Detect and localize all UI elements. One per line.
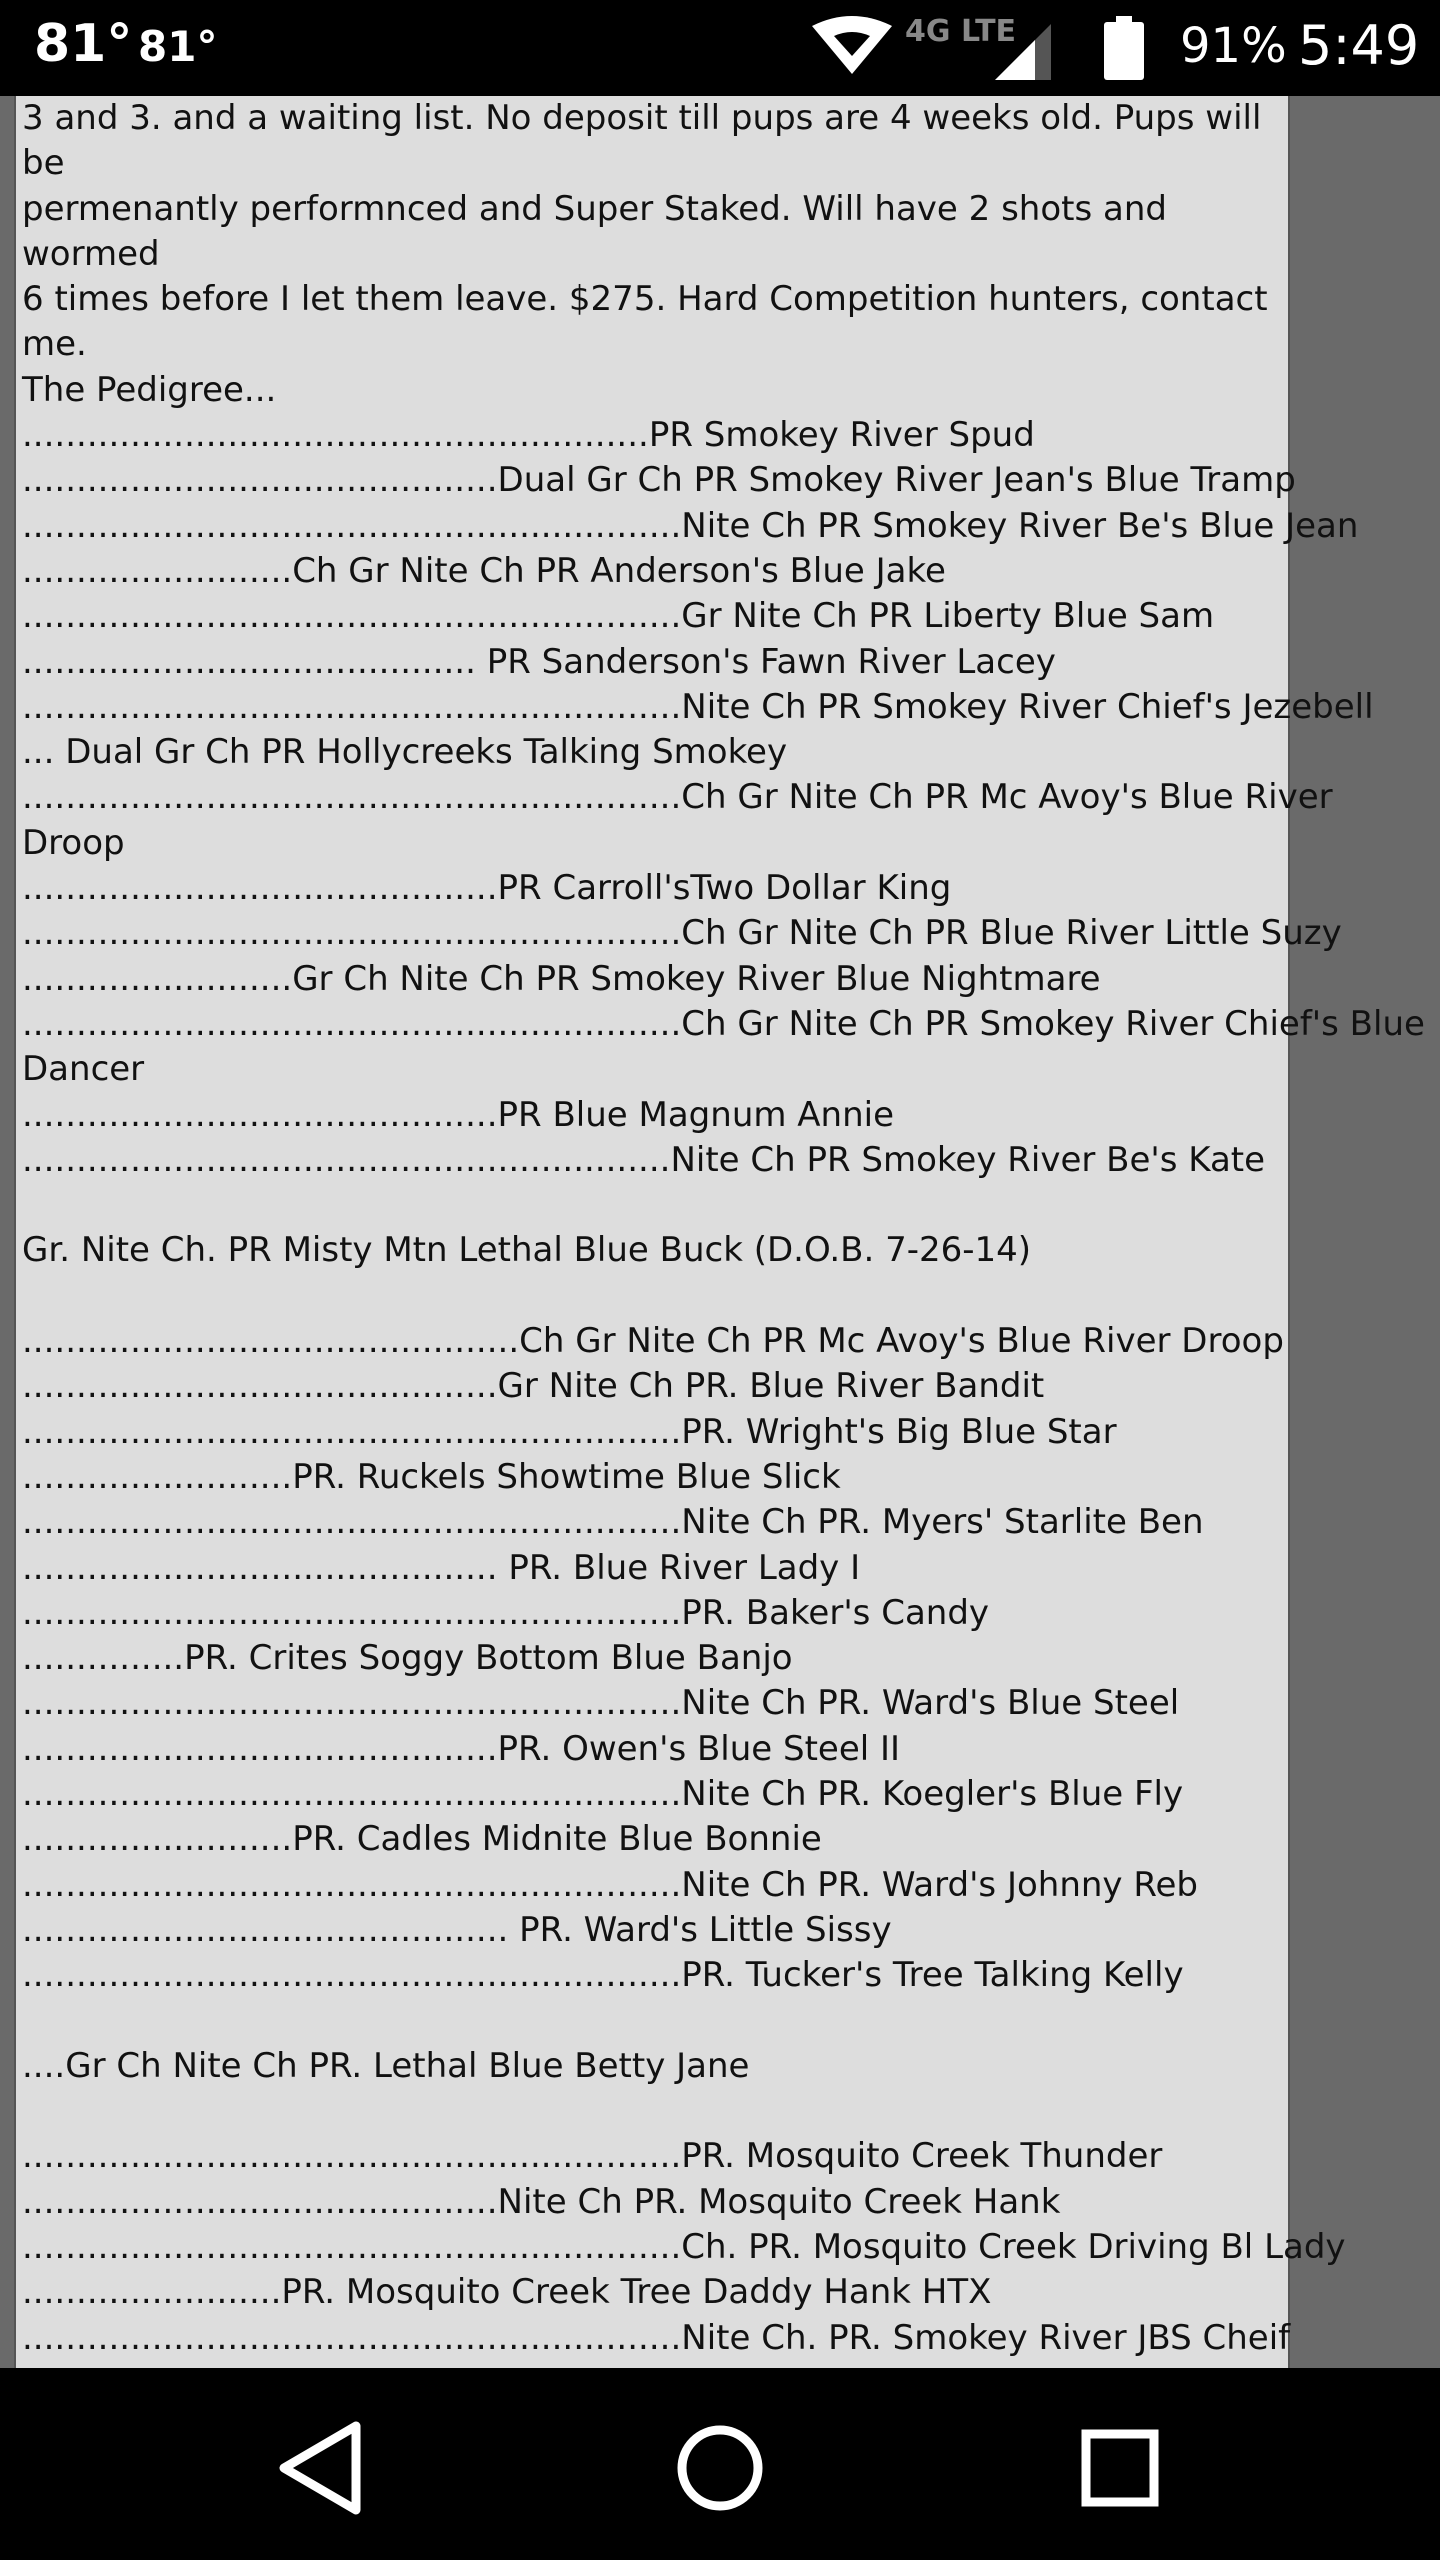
pedigree-line: ............................................Gr Nite Ch PR. Blue River Bandit bbox=[22, 1366, 1045, 1407]
pedigree-line: .........................Gr Ch Nite Ch PR Smokey River Blue Nightmare bbox=[22, 958, 1101, 999]
battery-icon bbox=[1104, 16, 1144, 80]
pedigree-line: .............................................................Gr Nite Ch PR Liberty Blue Sam bbox=[22, 596, 1215, 637]
post-body bbox=[22, 96, 1425, 2451]
intro-line: me. bbox=[22, 324, 87, 365]
pedigree-line: .............................................................PR. Mosquito Creek Thunder bbox=[22, 2136, 1163, 2177]
pedigree-line: .............................................................Nite Ch PR. Myers' Starlite Ben bbox=[22, 1502, 1204, 1543]
battery-percent: 91% bbox=[1180, 18, 1287, 74]
blank-line bbox=[22, 1183, 1282, 1228]
pedigree-line: ........................PR. Mosquito Creek Tree Daddy Hank HTX bbox=[22, 2272, 992, 2313]
pedigree-line: .............................................................PR. Baker's Candy bbox=[22, 1592, 990, 1633]
pedigree-line: .........................PR. Cadles Midnite Blue Bonnie bbox=[22, 1819, 822, 1860]
weather-temp-secondary: 81° bbox=[138, 22, 218, 71]
intro-text bbox=[22, 96, 1282, 413]
intro-line: 6 times before I let them leave. $275. Hard Competition hunters, contact bbox=[22, 279, 1268, 320]
weather-temp: 81° bbox=[34, 14, 133, 74]
wifi-icon bbox=[812, 16, 892, 76]
pedigree-line: .............................................................Nite Ch PR. Ward's Blue Steel bbox=[22, 1683, 1180, 1724]
pedigree-line: ..............................................Ch Gr Nite Ch PR Mc Avoy's Blue River Droop bbox=[22, 1321, 1284, 1362]
pedigree-line: ............................................PR Blue Magnum Annie bbox=[22, 1094, 895, 1135]
pedigree-line: ............................................................Nite Ch PR Smokey River Be's Kate bbox=[22, 1139, 1266, 1180]
pedigree-line: .............................................................Ch Gr Nite Ch PR Blue River Little Suzy bbox=[22, 913, 1342, 954]
forum-post-panel bbox=[14, 96, 1425, 2396]
pedigree-line: .............................................................Nite Ch. PR. Smokey River JBS Cheif bbox=[22, 2317, 1291, 2358]
pedigree-line: ............................................Dual Gr Ch PR Smokey River Jean's Blue Tramp bbox=[22, 460, 1296, 501]
browser-content[interactable] bbox=[0, 96, 1440, 2368]
home-icon[interactable] bbox=[660, 2408, 780, 2528]
pedigree-line: ............................................Nite Ch PR. Mosquito Creek Hank bbox=[22, 2181, 1061, 2222]
blank-line bbox=[22, 1998, 1282, 2043]
navigation-bar bbox=[0, 2368, 1440, 2560]
back-icon[interactable] bbox=[260, 2408, 380, 2528]
sire-name: Gr. Nite Ch. PR Misty Mtn Lethal Blue Buck (D.O.B. 7-26-14) bbox=[22, 1230, 1032, 1271]
pedigree-line: .............................................................PR. Tucker's Tree Talking Kelly bbox=[22, 1955, 1184, 1996]
pedigree-line: .........................Ch Gr Nite Ch PR Anderson's Blue Jake bbox=[22, 550, 946, 591]
pedigree-line: Dancer bbox=[22, 1049, 145, 1090]
pedigree-line: .............................................................Ch Gr Nite Ch PR Smokey River Chief's Blue bbox=[22, 1003, 1425, 1044]
pedigree-line: .............................................................Nite Ch PR. Koegler's Blue Fly bbox=[22, 1773, 1184, 1814]
sire-pedigree bbox=[22, 413, 1425, 1183]
pedigree-line: .........................PR. Ruckels Showtime Blue Slick bbox=[22, 1456, 841, 1497]
pedigree-line: ..........................................................PR Smokey River Spud bbox=[22, 415, 1035, 456]
pedigree-line: .............................................................Ch. PR. Mosquito Creek Driving Bl Lady bbox=[22, 2226, 1346, 2267]
pedigree-line: ............................................PR. Owen's Blue Steel II bbox=[22, 1728, 901, 1769]
pedigree-line: ... Dual Gr Ch PR Hollycreeks Talking Smokey bbox=[22, 732, 788, 773]
network-type-label: 4G LTE bbox=[905, 14, 1017, 49]
pedigree-line: Droop bbox=[22, 822, 125, 863]
pedigree-line: .............................................................Ch Gr Nite Ch PR Mc Avoy's Blue River bbox=[22, 777, 1333, 818]
pedigree-line: .............................................................Nite Ch PR Smokey River Be's Blue Jean bbox=[22, 505, 1359, 546]
pedigree-line: .............................................................Nite Ch PR Smokey River Chief's Jezebell bbox=[22, 686, 1374, 727]
blank-line bbox=[22, 1274, 1282, 1319]
intro-line: The Pedigree... bbox=[22, 369, 277, 410]
dam-name: ....Gr Ch Nite Ch PR. Lethal Blue Betty Jane bbox=[22, 2045, 750, 2086]
intro-line: 3 and 3. and a waiting list. No deposit till pups are 4 weeks old. Pups will be bbox=[22, 98, 1262, 184]
pedigree-line: .............................................................PR. Wright's Big Blue Star bbox=[22, 1411, 1117, 1452]
pedigree-line: ............................................ PR. Blue River Lady I bbox=[22, 1547, 861, 1588]
status-bar bbox=[0, 0, 1440, 96]
pedigree-line: ...............PR. Crites Soggy Bottom Blue Banjo bbox=[22, 1638, 793, 1679]
pedigree-line: .............................................................Nite Ch PR. Ward's Johnny Reb bbox=[22, 1864, 1198, 1905]
clock: 5:49 bbox=[1298, 14, 1420, 77]
blank-line bbox=[22, 2089, 1282, 2134]
recents-icon[interactable] bbox=[1060, 2408, 1180, 2528]
dam-pedigree bbox=[22, 1319, 1282, 1998]
pedigree-line: ............................................. PR. Ward's Little Sissy bbox=[22, 1909, 892, 1950]
pedigree-line: .......................................... PR Sanderson's Fawn River Lacey bbox=[22, 641, 1056, 682]
cell-signal-icon bbox=[995, 24, 1051, 80]
intro-line: permenantly performnced and Super Staked. Will have 2 shots and wormed bbox=[22, 188, 1167, 274]
pedigree-line: ............................................PR Carroll'sTwo Dollar King bbox=[22, 868, 952, 909]
